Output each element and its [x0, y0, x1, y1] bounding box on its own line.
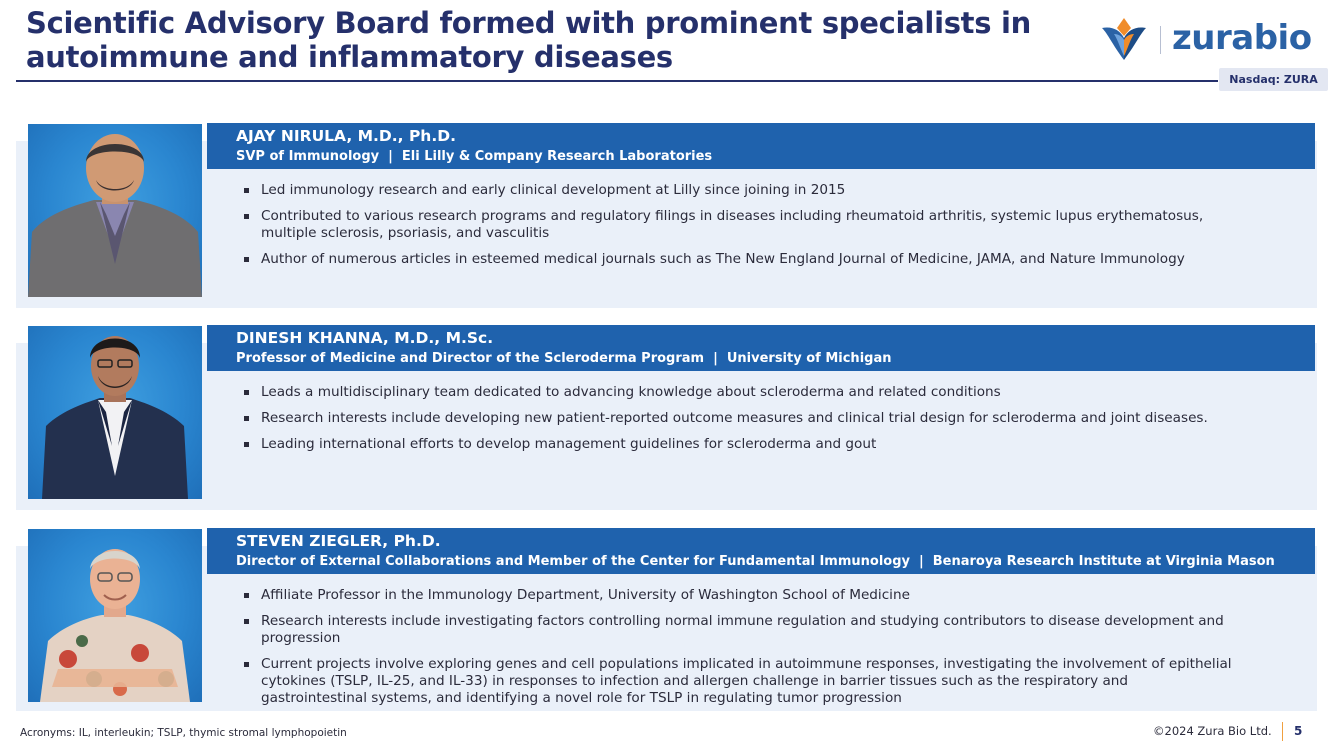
portrait-photo: [28, 529, 202, 702]
member-role: [236, 553, 1275, 570]
list-item: Affiliate Professor in the Immunology Department, University of Washington School of Medicine: [242, 587, 1232, 604]
member-title: SVP of Immunology: [236, 149, 380, 164]
member-bullets: [242, 182, 1232, 277]
member-name: DINESH KHANNA, M.D., M.Sc.: [236, 329, 494, 347]
list-item: Research interests include investigating factors controlling normal immune regulation and studying contributors to disease development and progression: [242, 613, 1232, 647]
person-silhouette-icon: [28, 529, 202, 702]
list-item: Led immunology research and early clinical development at Lilly since joining in 2015: [242, 182, 1232, 199]
footer-divider: [1282, 722, 1283, 741]
logo-separator: [1160, 26, 1161, 54]
person-silhouette-icon: [28, 326, 202, 499]
portrait-photo: [28, 124, 202, 297]
logo-wordmark: zurabio: [1172, 18, 1312, 58]
member-role: [236, 148, 712, 165]
member-organization: University of Michigan: [726, 351, 892, 366]
member-organization: Benaroya Research Institute at Virginia Mason: [932, 554, 1275, 569]
member-title: Professor of Medicine and Director of the Scleroderma Program: [236, 351, 705, 366]
list-item: Leading international efforts to develop management guidelines for scleroderma and gout: [242, 436, 1232, 453]
role-separator: |: [713, 351, 718, 366]
list-item: Current projects involve exploring genes and cell populations implicated in autoimmune responses, investigating the involvement of epithelial cytokines (TSLP, IL-25, and IL-33) in responses to infection and allergen challenge in barrier tissues such as the respiratory and gastrointestinal systems, and identifying a novel role for TSLP in regulating tumor progression: [242, 656, 1232, 707]
member-bullets: [242, 587, 1232, 716]
page-number: 5: [1294, 724, 1303, 738]
page-title: [26, 6, 1086, 74]
acronyms-note: Acronyms: IL, interleukin; TSLP, thymic stromal lymphopoietin: [20, 727, 347, 739]
member-bullets: [242, 384, 1232, 462]
role-separator: |: [388, 149, 393, 164]
member-name: AJAY NIRULA, M.D., Ph.D.: [236, 127, 456, 145]
list-item: Author of numerous articles in esteemed medical journals such as The New England Journal of Medicine, JAMA, and Nature Immunology: [242, 251, 1232, 268]
title-divider: [16, 80, 1218, 82]
ticker-badge: Nasdaq: ZURA: [1219, 68, 1328, 91]
list-item: Contributed to various research programs and regulatory filings in diseases including rheumatoid arthritis, systemic lupus erythematosus, multiple sclerosis, psoriasis, and vasculitis: [242, 208, 1232, 242]
portrait-photo: [28, 326, 202, 499]
copyright: ©2024 Zura Bio Ltd.: [1153, 724, 1272, 738]
member-organization: Eli Lilly & Company Research Laboratories: [401, 149, 713, 164]
member-header-band: [207, 325, 1315, 371]
member-title: Director of External Collaborations and Member of the Center for Fundamental Immunology: [236, 554, 910, 569]
member-role: [236, 350, 891, 367]
role-separator: |: [918, 554, 924, 569]
company-logo: [1098, 14, 1322, 66]
title-line-1: Scientific Advisory Board formed with prominent specialists in: [26, 6, 1031, 40]
list-item: Leads a multidisciplinary team dedicated to advancing knowledge about scleroderma and related conditions: [242, 384, 1232, 401]
person-silhouette-icon: [28, 124, 202, 297]
member-header-band: [207, 528, 1315, 574]
list-item: Research interests include developing new patient-reported outcome measures and clinical trial design for scleroderma and joint diseases.: [242, 410, 1232, 427]
zurabio-logo-icon: [1098, 14, 1150, 66]
member-header-band: [207, 123, 1315, 169]
member-name: STEVEN ZIEGLER, Ph.D.: [236, 532, 441, 550]
title-line-2: autoimmune and inflammatory diseases: [26, 40, 673, 74]
